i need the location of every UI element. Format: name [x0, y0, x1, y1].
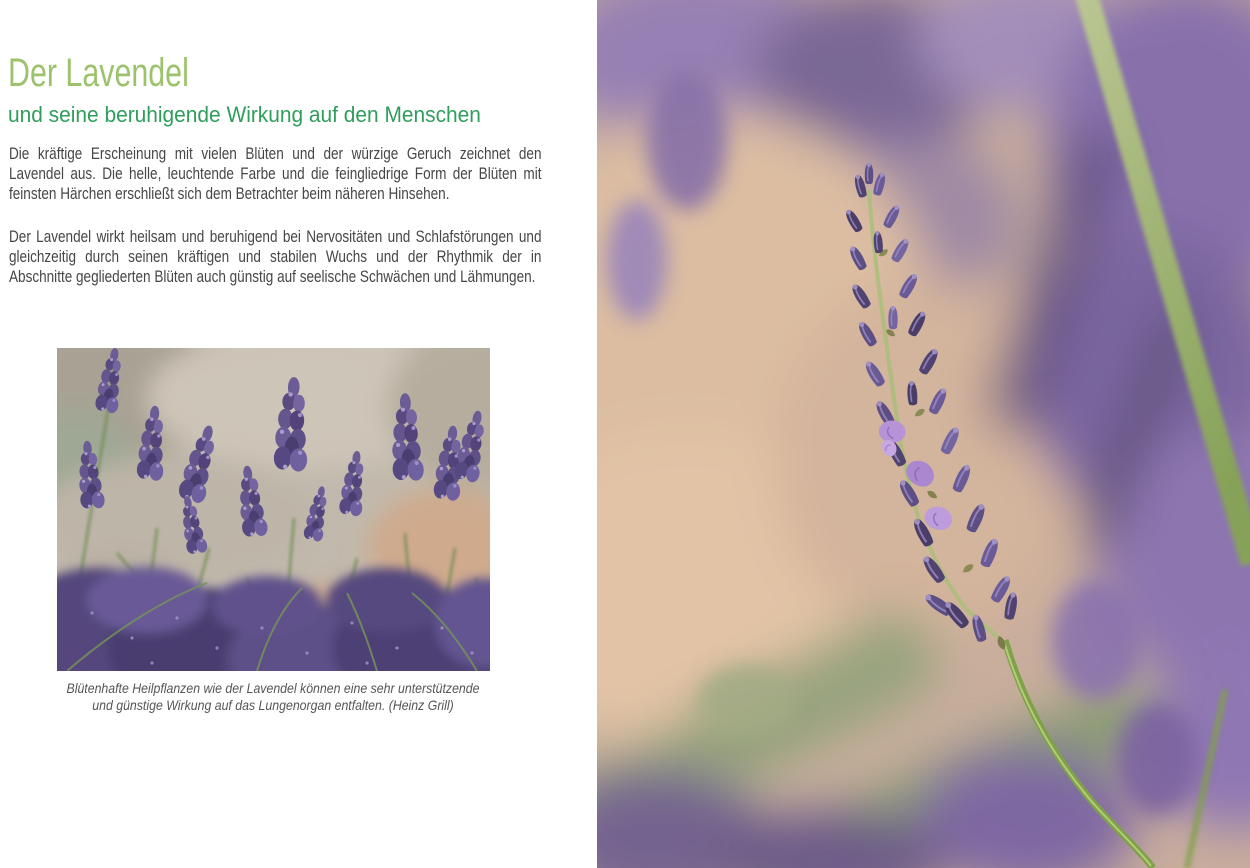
right-photo-page	[597, 0, 1250, 868]
body-paragraph: Der Lavendel wirkt heilsam und beruhigend bei Nervositäten und Schlafstörungen und gleichzeitig durch seinen kräftigen und stabilen Wuchs und der Rhythmik der in Abschnitte gegliederten Blüten auch günstig auf seelische Schwächen und Lähmungen.	[9, 228, 542, 287]
inset-photo-figure	[57, 348, 490, 671]
page-title: Der Lavendel	[8, 51, 189, 95]
lavender-closeup-photo	[597, 0, 1250, 868]
page-subtitle: und seine beruhigende Wirkung auf den Menschen	[8, 102, 481, 127]
photo-caption: Blütenhafte Heilpflanzen wie der Lavendel können eine sehr unterstützende und günstige Wirkung auf das Lungenorgan entfalten. (Heinz Grill)	[66, 680, 480, 713]
left-page	[0, 0, 597, 868]
lavender-field-photo	[57, 348, 490, 671]
intro-paragraph: Die kräftige Erscheinung mit vielen Blüten und der würzige Geruch zeichnet den Lavendel aus. Die helle, leuchtende Farbe und die feingliedrige Form der Blüten mit feinsten Härchen erschließt sich dem Betrachter beim näheren Hinsehen.	[9, 145, 542, 204]
